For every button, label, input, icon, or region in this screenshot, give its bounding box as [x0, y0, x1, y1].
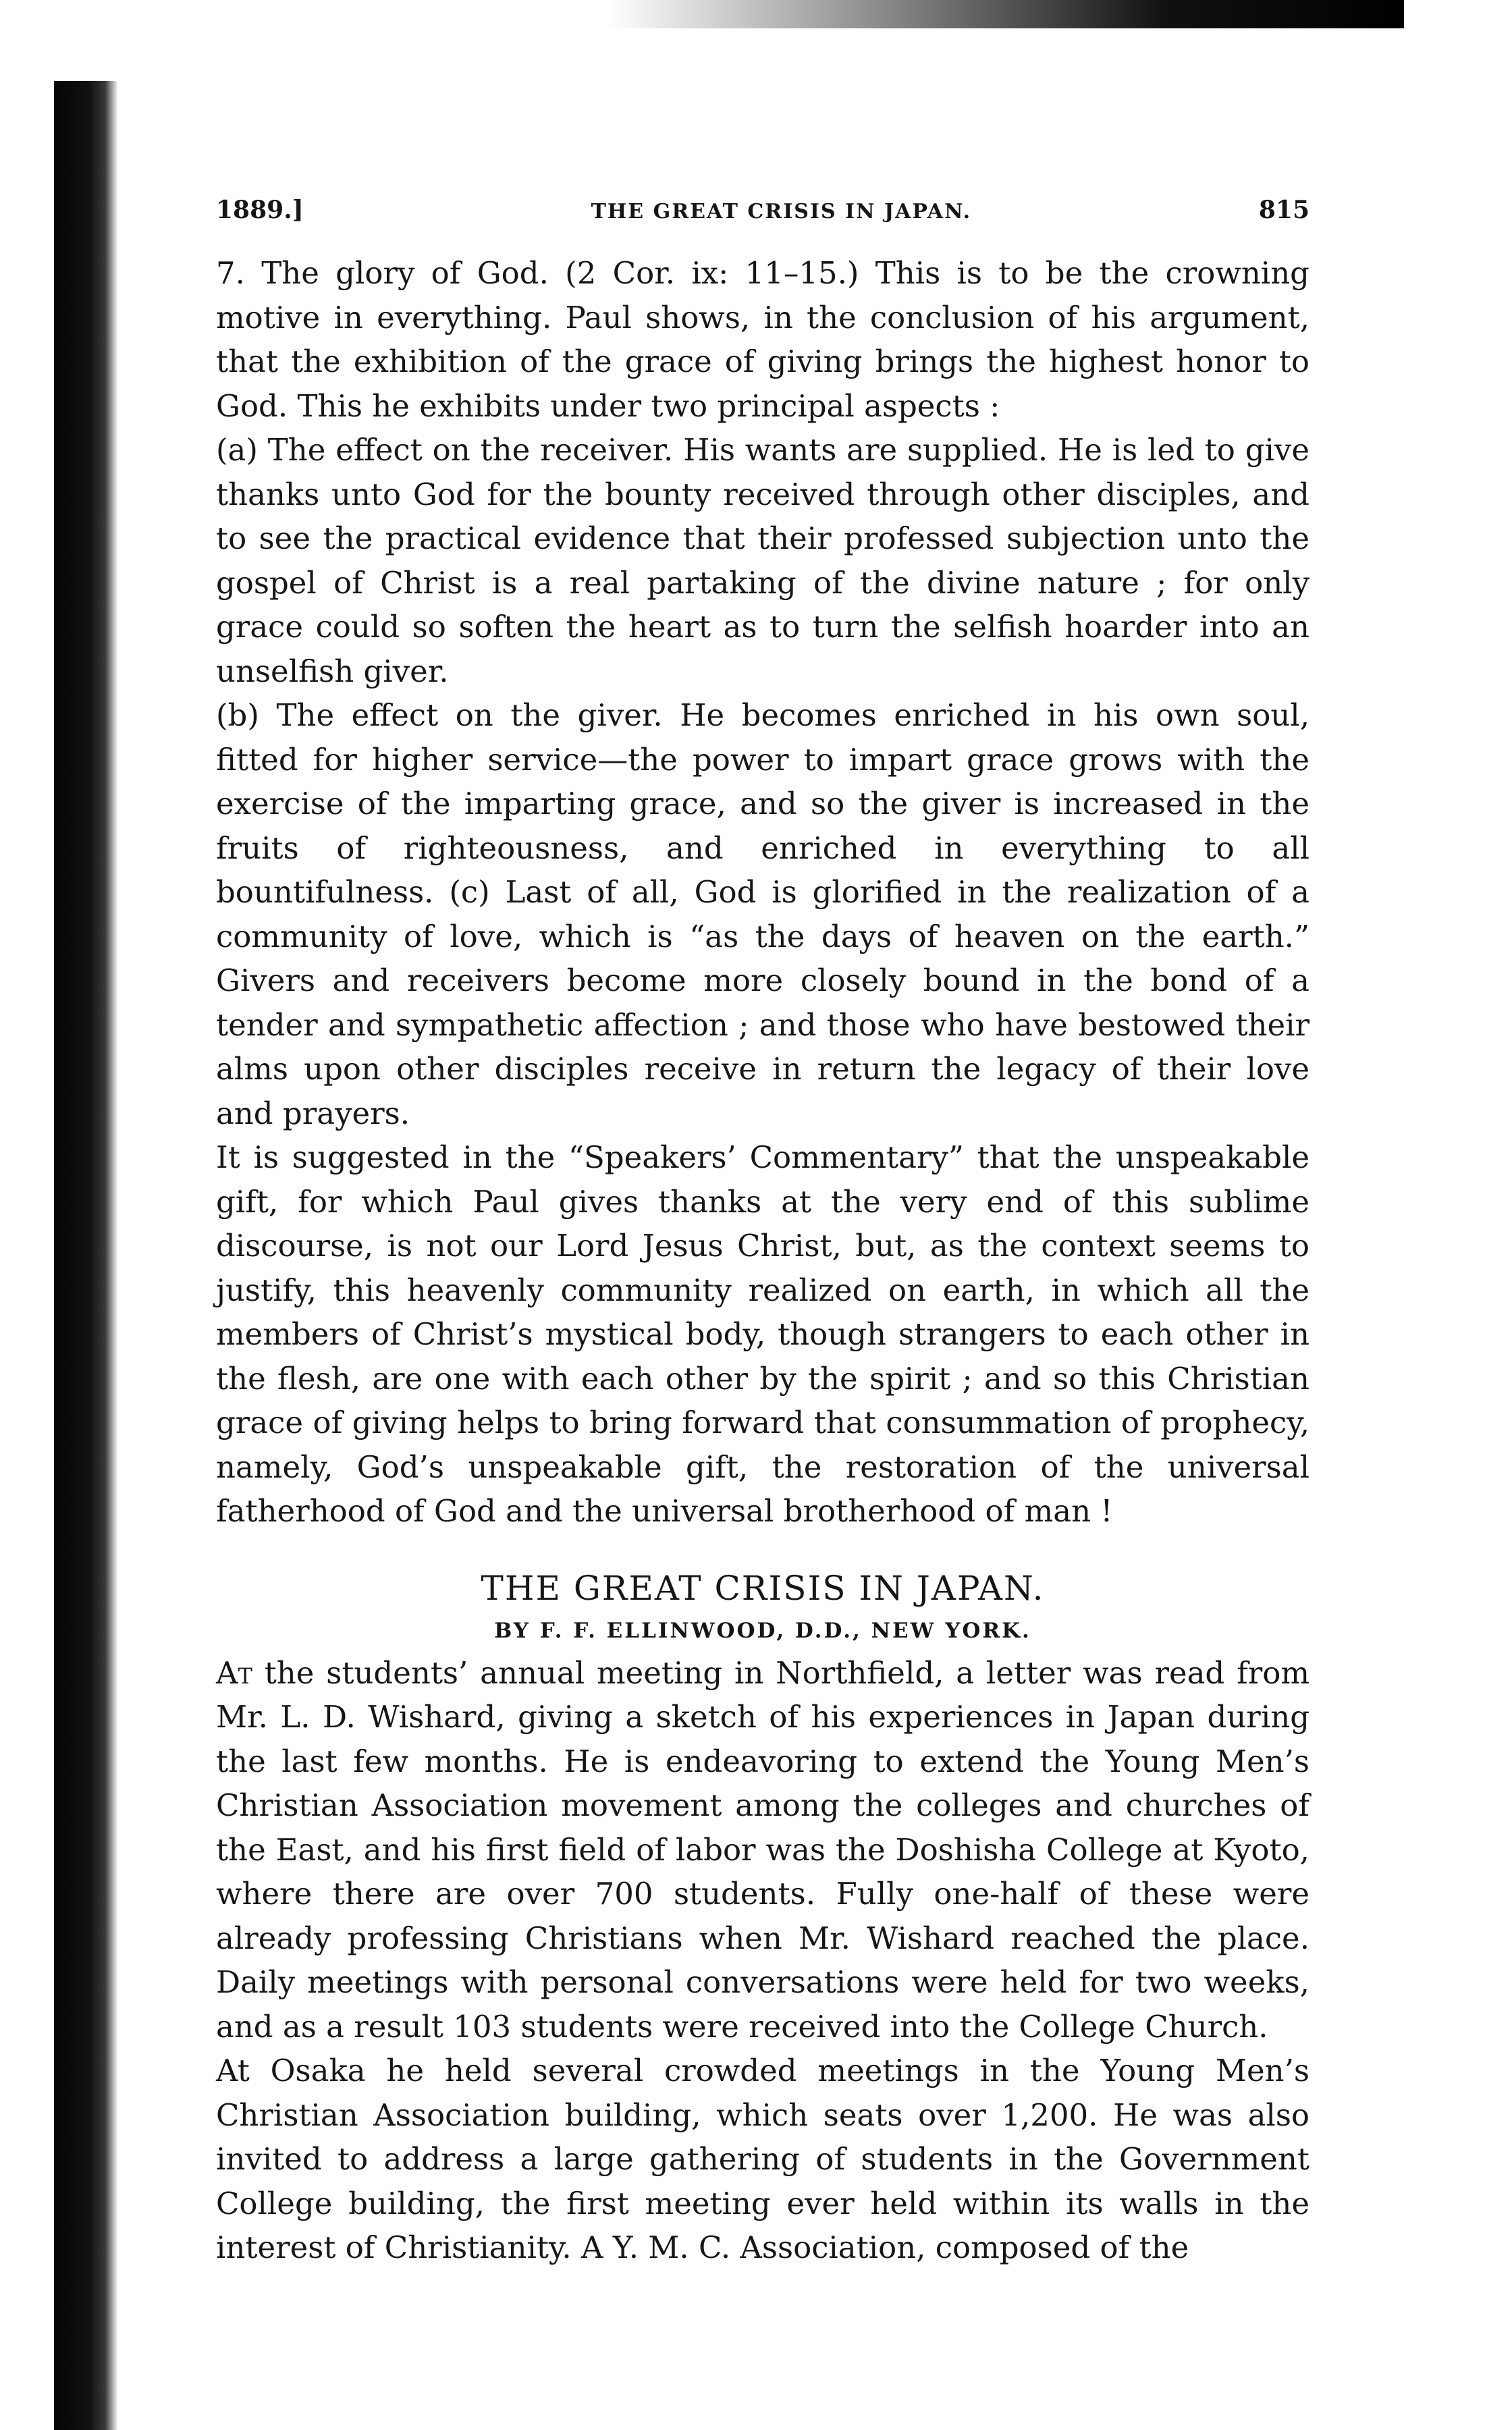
article-lead-word: At: [216, 1654, 252, 1691]
scan-edge-top: [608, 0, 1404, 28]
running-head: [216, 196, 1310, 224]
running-head-title: THE GREAT CRISIS IN JAPAN.: [591, 200, 972, 223]
article-paragraph-northfield-text: the students’ annual meeting in Northfield, a letter was read from Mr. L. D. Wishard, giving a sketch of his experiences in Japan during the last few months. He is endeavoring to extend the Young Men’s Christian Association movement among the colleges and churches of the East, and his first field of labor was the Doshisha College at Kyoto, where there are over 700 students. Fully one-half of these were already professing Christians when Mr. Wishard reached the place. Daily meetings with personal conversations were held for two weeks, and as a result 103 students were received into the College Church.: [216, 1654, 1310, 2045]
article-paragraph-northfield: [216, 1651, 1310, 2049]
document-page: [216, 196, 1310, 2270]
paragraph-effect-on-receiver: (a) The effect on the receiver. His wants are supplied. He is led to give thanks unto God for the bounty received through other disciples, and to see the practical evidence that their professed subjection unto the gospel of Christ is a real partaking of the divine nature ; for only grace could so soften the heart as to turn the selfish hoarder into an unselfish giver.: [216, 432, 1310, 689]
paragraph-glory-of-god: 7. The glory of God. (2 Cor. ix: 11–15.) This is to be the crowning motive in everything. Paul shows, in the conclusion of his argument, that the exhibition of the grace of giving brings the highest honor to God. This he exhibits under two principal aspects :: [216, 255, 1310, 424]
article-paragraph-osaka: At Osaka he held several crowded meetings in the Young Men’s Christian Association building, which seats over 1,200. He was also invited to address a large gathering of students in the Government College building, the first meeting ever held within its walls in the interest of Christianity. A Y. M. C. Association, composed of the: [216, 2053, 1310, 2265]
article-byline: BY F. F. ELLINWOOD, D.D., NEW YORK.: [494, 1618, 1031, 1643]
paragraph-speakers-commentary: It is suggested in the “Speakers’ Commentary” that the unspeakable gift, for which Paul gives thanks at the very end of this sublime discourse, is not our Lord Jesus Christ, but, as the context seems to justify, this heavenly community realized on earth, in which all the members of Christ’s mystical body, though strangers to each other in the flesh, are one with each other by the spirit ; and so this Christian grace of giving helps to bring forward that consummation of prophecy, namely, God’s unspeakable gift, the restoration of the universal fatherhood of God and the universal brotherhood of man !: [216, 1139, 1310, 1529]
page-number: 815: [1258, 196, 1310, 224]
running-head-year: 1889.]: [216, 196, 304, 224]
scan-edge-left: [54, 81, 118, 2430]
article-title: THE GREAT CRISIS IN JAPAN.: [481, 1568, 1045, 1608]
paragraph-effect-on-giver: (b) The effect on the giver. He becomes enriched in his own soul, fitted for higher service—the power to impart grace grows with the exercise of the imparting grace, and so the giver is increased in the fruits of righteousness, and enriched in everything to all bountifulness. (c) Last of all, God is glorified in the realization of a community of love, which is “as the days of heaven on the earth.” Givers and receivers become more closely bound in the bond of a tender and sympathetic affection ; and those who have bestowed their alms upon other disciples receive in return the legacy of their love and prayers.: [216, 697, 1310, 1131]
